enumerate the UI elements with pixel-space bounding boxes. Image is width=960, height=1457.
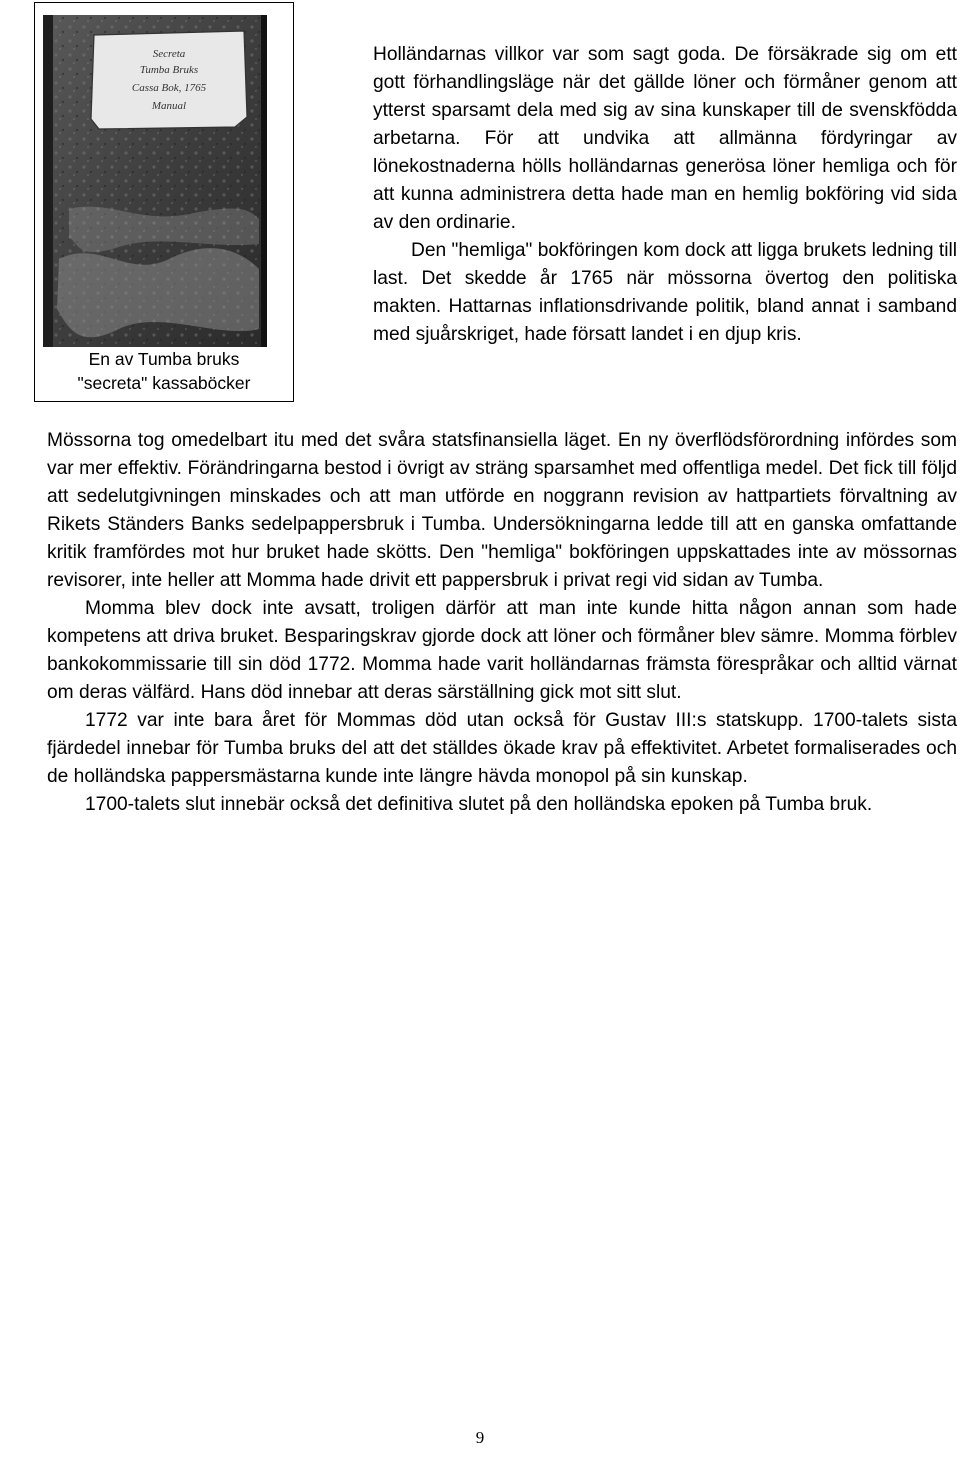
label-line-4: Manual xyxy=(151,100,187,112)
main-paragraph-4: 1700-talets slut innebär också det definitiva slutet på den holländska epoken på Tumba bruk. xyxy=(85,794,873,815)
caption-line-1: En av Tumba bruks xyxy=(88,349,240,369)
label-line-1: Secreta xyxy=(152,48,186,60)
ledger-book-photo xyxy=(39,9,271,351)
figure-caption xyxy=(35,347,293,395)
side-text-column xyxy=(373,41,957,349)
side-paragraph-2: Den "hemliga" bokföringen kom dock att ligga brukets ledning till last. Det skedde år 1765 när mössorna övertog den politiska makten. Hattarnas inflationsdrivande politik, bland annat i samband med sjuårskriget, hade försatt landet i en djup kris. xyxy=(373,240,957,345)
main-paragraph-2: Momma blev dock inte avsatt, troligen därför att man inte kunde hitta någon annan som hade kompetens att driva bruket. Besparingskrav gjorde dock att löner och förmåner blev sämre. Momma förblev bankokommissarie till sin död 1772. Momma hade varit holländarnas främsta förespråkar och alltid värnat om deras välfärd. Hans död innebar att deras särställning gick mot sitt slut. xyxy=(47,598,957,703)
page-number: 9 xyxy=(475,1428,485,1447)
side-paragraph-1: Holländarnas villkor var som sagt goda. De försäkrade sig om ett gott förhandlingsläge när det gällde löner och förmåner genom att ytterst sparsamt dela med sig av sina kunskaper till de svenskfödda arbetarna. För att undvika att allmänna fördyringar av lönekostnaderna hölls holländarnas generösa löner hemliga och för att kunna administrera detta hade man en hemlig bokföring vid sida av den ordinarie. xyxy=(373,44,957,233)
main-text-body xyxy=(47,427,957,819)
label-line-3: Cassa Bok, 1765 xyxy=(131,82,207,94)
main-paragraph-1: Mössorna tog omedelbart itu med det svåra statsfinansiella läget. En ny överflödsförordning infördes som var mer effektiv. Förändringarna bestod i övrigt av sträng sparsamhet med offentliga medel. Det fick till följd att sedelutgivningen minskades och att man utförde en noggrann revision av hattpartiets förvaltning av Rikets Ständers Banks sedelpappersbruk i Tumba. Undersökningarna ledde till att en ganska omfattande kritik framfördes mot hur bruket hade skötts. Den "hemliga" bokföringen uppskattades inte av mössornas revisorer, inte heller att Momma hade drivit ett pappersbruk i privat regi vid sidan av Tumba. xyxy=(47,430,957,591)
caption-line-2: "secreta" kassaböcker xyxy=(77,373,251,393)
figure-frame xyxy=(34,2,294,402)
main-paragraph-3: 1772 var inte bara året för Mommas död utan också för Gustav III:s statskupp. 1700-talets sista fjärdedel innebar för Tumba bruks del att det ställdes ökade krav på effektivitet. Arbetet formaliserades och de holländska pappersmästarna kunde inte längre hävda monopol på sin kunskap. xyxy=(47,710,957,787)
label-line-2: Tumba Bruks xyxy=(139,64,199,76)
